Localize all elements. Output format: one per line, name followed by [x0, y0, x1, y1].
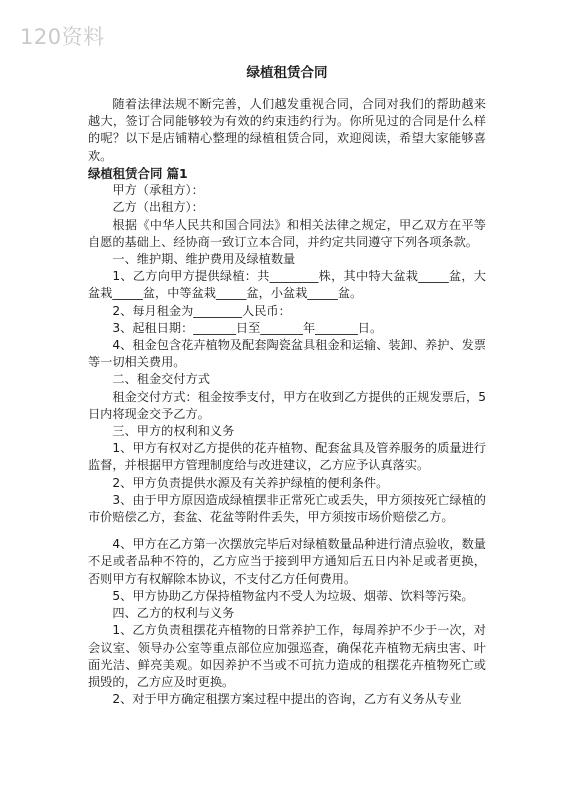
clause-1-3: 3、起租日期：_______日至_______年_______日。: [112, 320, 383, 335]
document-title: 绿植租赁合同: [246, 65, 328, 81]
clause-3-1: 1、甲方有权对乙方提供的花卉植物、配套盆具及管养服务的质量进行监督，并根据甲方管理制度给与改进建议，乙方应予认真落实。: [88, 441, 486, 473]
clause-4-2: 2、对于甲方确定租摆方案过程中提出的咨询，乙方有义务从专业: [112, 692, 462, 707]
paragraph-gap: [88, 526, 486, 536]
clause-heading-3: 三、甲方的权利和义务: [112, 424, 235, 439]
clause-3-3: 3、由于甲方原因造成绿植摆非正常死亡或丢失，甲方须按死亡绿植的市价赔偿乙方，套盆、花盆等附件丢失，甲方须按市场价赔偿乙方。: [88, 492, 486, 525]
clause-4-1: 1、乙方负责租摆花卉植物的日常养护工作，每周养护不少于一次，对会议室、领导办公室等重点部位应加强巡查，确保花卉植物无病虫害、叶面光洁、鲜亮美观。如因养护不当或不可抗力造成的租摆花卉植物死亡或损毁的，乙方应及时更换。: [88, 623, 486, 689]
party-b-line: 乙方（出租方）：: [112, 200, 204, 215]
clause-2-1: 租金交付方式：租金按季支付，甲方在收到乙方提供的正规发票后，5日内将现金交予乙方。: [88, 389, 486, 421]
party-a-line: 甲方（承租方）：: [112, 183, 204, 198]
document-page: [88, 64, 486, 708]
clause-1-2: 2、每月租金为________人民币：: [112, 303, 291, 318]
intro-paragraph: 随着法律法规不断完善，人们越发重视合同，合同对我们的帮助越来越大，签订合同能够较为有效的约束违约行为。你所见过的合同是什么样的呢？以下是店铺精心整理的绿植租赁合同，欢迎阅读，希望大家能够喜欢。: [88, 97, 486, 163]
watermark-logo: 120资料: [20, 25, 105, 49]
clause-3-2: 2、甲方负责提供水源及有关养护绿植的便利条件。: [112, 475, 389, 490]
clause-heading-4: 四、乙方的权利与义务: [112, 606, 235, 621]
clause-1-4: 4、租金包含花卉植物及配套陶瓷盆具租金和运输、装卸、养护、发票等一切相关费用。: [88, 338, 486, 370]
clause-3-4: 4、甲方在乙方第一次摆放完毕后对绿植数量品种进行清点验收，数量不足或者品种不符的，乙方应当于接到甲方通知后五日内补足或者更换，否则甲方有权解除本协议，不支付乙方任何费用。: [88, 537, 486, 586]
clause-3-5: 5、甲方协助乙方保持植物盆内不受人为垃圾、烟蒂、饮料等污染。: [112, 588, 474, 603]
basis-paragraph: 根据《中华人民共和国合同法》和相关法律之规定，甲乙双方在平等自愿的基础上、经协商一致订立本合同，并约定共同遵守下列各项条款。: [88, 217, 486, 249]
section-title: 绿植租赁合同 篇1: [88, 165, 188, 181]
clause-1-1: 1、乙方向甲方提供绿植：共________株，其中特大盆栽_____盆，大盆栽_____盆，中等盆栽_____盆，小盆栽_____盆。: [88, 269, 486, 301]
clause-heading-2: 二、租金交付方式: [112, 372, 210, 387]
clause-heading-1: 一、维护期、维护费用及绿植数量: [112, 252, 296, 267]
